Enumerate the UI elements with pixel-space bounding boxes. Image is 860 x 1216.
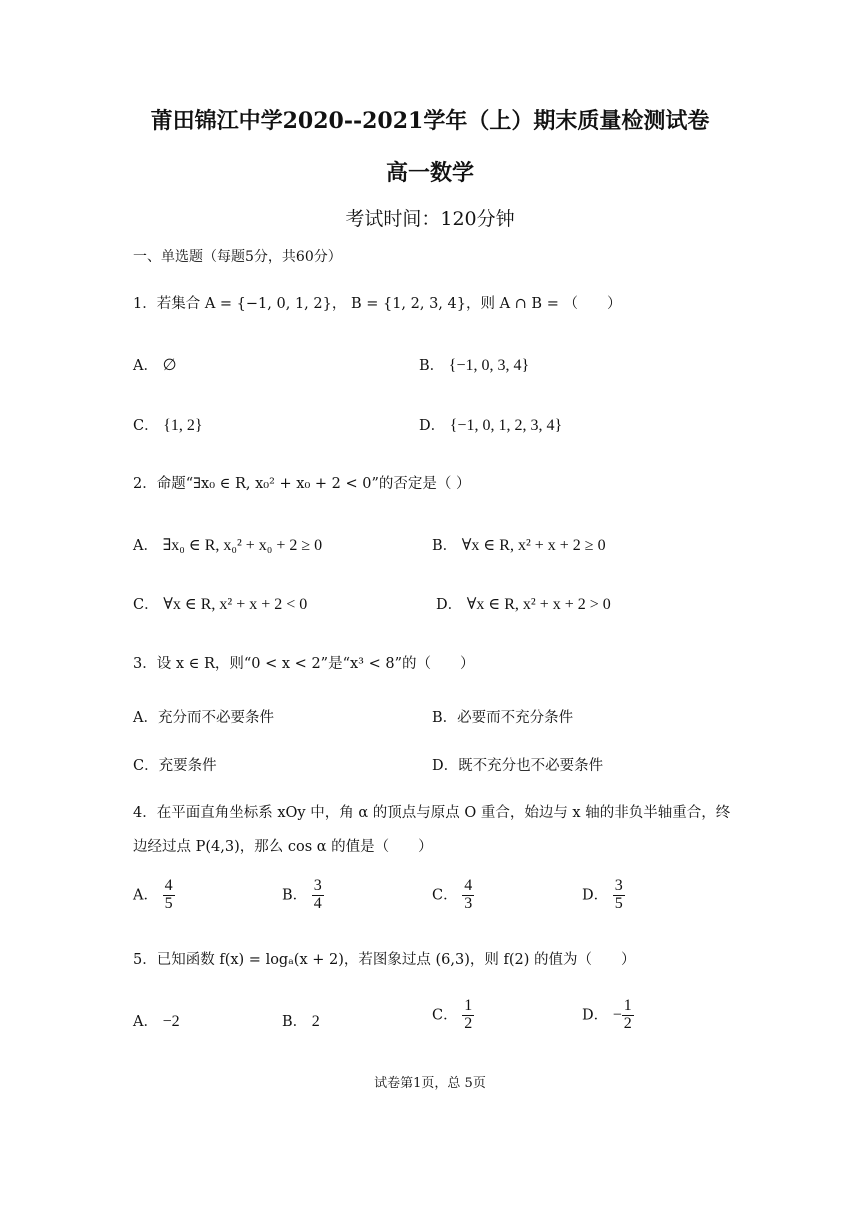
option-text: ∃x₀ ∈ R, x₀² + x₀ + 2 ≥ 0: [162, 537, 323, 554]
option-label: B．: [282, 1014, 308, 1030]
q3-option-b: [432, 706, 573, 727]
question-text: 边经过点 P(4,3)，那么 cos α 的值是（ ）: [133, 839, 433, 855]
q4-option-a: [133, 878, 175, 913]
section-heading: 一、单选题（每题5分，共60分）: [133, 249, 342, 265]
option-text: 充要条件: [158, 758, 217, 774]
option-label: B．: [282, 887, 308, 904]
numerator: 1: [623, 997, 632, 1014]
minus-sign: −: [612, 1006, 622, 1024]
q4-option-c: [432, 878, 474, 913]
q3-option-d: [432, 754, 603, 775]
option-label: B．: [432, 538, 458, 554]
numerator: 3: [614, 877, 623, 894]
question-number: 2．: [133, 476, 157, 492]
q2-option-a: [133, 534, 322, 555]
option-label: A．: [133, 887, 158, 904]
page-footer: 试卷第1页，总 5页: [374, 1076, 486, 1091]
question-5: [133, 948, 636, 969]
question-text: 若集合 A = {−1, 0, 1, 2}， B = {1, 2, 3, 4}，则 A ∩ B = （ ）: [156, 296, 622, 312]
denominator: 5: [614, 894, 623, 912]
option-label: A．: [133, 358, 158, 374]
question-text: 在平面直角坐标系 xOy 中，角 α 的顶点与原点 O 重合，始边与 x 轴的非负半轴重合，终: [156, 805, 731, 821]
question-2: [133, 472, 470, 493]
option-text: 充分而不必要条件: [157, 710, 274, 726]
fraction: [622, 998, 634, 1033]
option-text: ∀x ∈ R, x² + x + 2 ≥ 0: [461, 537, 606, 554]
q5-option-c: [432, 998, 474, 1033]
question-number: 3．: [133, 656, 157, 672]
subject-title: 高一数学: [385, 160, 474, 186]
option-text: ∀x ∈ R, x² + x + 2 < 0: [163, 596, 308, 613]
q3-option-a: [133, 706, 274, 727]
option-label: C．: [432, 887, 458, 904]
q1-option-d: [419, 414, 562, 435]
option-label: C．: [133, 418, 159, 434]
question-4-line-2: [133, 835, 433, 856]
denominator: 3: [464, 894, 473, 912]
fraction: [163, 878, 175, 913]
question-1: [133, 292, 621, 313]
fraction: [462, 998, 474, 1033]
option-label: C．: [432, 1007, 458, 1024]
option-label: A．: [133, 1014, 158, 1030]
q4-option-b: [282, 878, 324, 913]
option-label: A．: [133, 710, 158, 726]
q3-option-c: [133, 754, 217, 775]
question-text: 设 x ∈ R，则“0 < x < 2”是“x³ < 8”的（ ）: [156, 656, 475, 672]
q2-option-d: [436, 593, 611, 614]
q5-option-a: [133, 1010, 180, 1031]
fraction: [462, 878, 474, 913]
q1-option-c: [133, 414, 203, 435]
denominator: 2: [623, 1014, 632, 1032]
numerator: 1: [464, 997, 473, 1014]
q1-option-a: [133, 354, 177, 375]
question-text: 已知函数 f(x) = logₐ(x + 2)，若图象过点 (6,3)，则 f(2) 的值为（ ）: [156, 952, 636, 968]
option-text: 2: [311, 1013, 320, 1030]
option-text: {−1, 0, 1, 2, 3, 4}: [449, 417, 563, 434]
option-label: D．: [582, 1007, 609, 1024]
numerator: 4: [164, 877, 173, 894]
question-number: 1．: [133, 296, 157, 312]
option-label: B．: [419, 358, 445, 374]
option-text: {−1, 0, 3, 4}: [448, 357, 530, 374]
denominator: 4: [313, 894, 322, 912]
denominator: 5: [164, 894, 173, 912]
q5-option-b: [282, 1010, 320, 1031]
denominator: 2: [464, 1014, 473, 1032]
option-label: A．: [133, 538, 158, 554]
option-label: D．: [436, 597, 463, 613]
question-3: [133, 652, 475, 673]
q2-option-c: [133, 593, 307, 614]
question-4-line-1: [133, 801, 730, 822]
option-label: D．: [582, 887, 609, 904]
question-number: 5．: [133, 952, 157, 968]
option-text: ∀x ∈ R, x² + x + 2 > 0: [466, 596, 611, 613]
option-label: C．: [133, 597, 159, 613]
q4-option-d: [582, 878, 625, 913]
fraction: [613, 878, 625, 913]
option-text: 既不充分也不必要条件: [458, 758, 604, 774]
numerator: 3: [313, 877, 322, 894]
exam-title: 莆田锦江中学2020--2021学年（上）期末质量检测试卷: [150, 108, 710, 134]
option-label: C．: [133, 758, 159, 774]
q1-option-b: [419, 354, 529, 375]
fraction: [312, 878, 324, 913]
option-text: 必要而不充分条件: [457, 710, 574, 726]
question-number: 4．: [133, 805, 157, 821]
option-text: {1, 2}: [163, 417, 203, 434]
q5-option-d: [582, 998, 634, 1033]
q2-option-b: [432, 534, 606, 555]
numerator: 4: [464, 877, 473, 894]
option-label: D．: [432, 758, 459, 774]
question-text: 命题“∃x₀ ∈ R, x₀² + x₀ + 2 < 0”的否定是（ ）: [156, 476, 471, 492]
option-label: B．: [432, 710, 458, 726]
option-label: D．: [419, 418, 446, 434]
exam-time: 考试时间：120分钟: [345, 208, 515, 230]
option-text: −2: [162, 1013, 180, 1030]
option-text: ∅: [162, 357, 177, 374]
